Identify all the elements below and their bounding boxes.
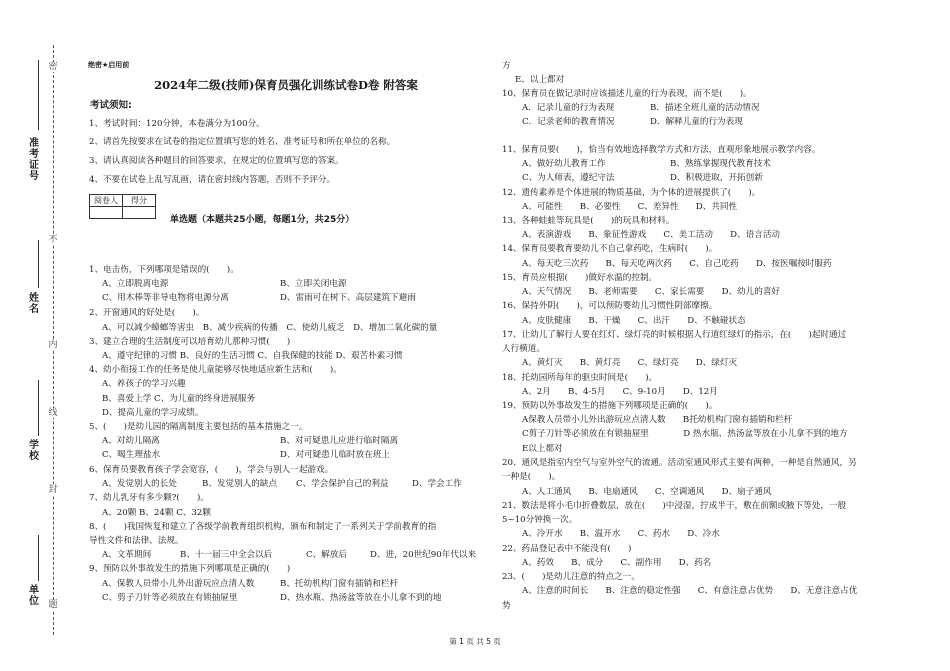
option-text: C．记录老师的教育情况 bbox=[522, 117, 615, 127]
score-table-grader-cell[interactable] bbox=[90, 207, 123, 219]
option-text: B、十一届三中全会以后 bbox=[180, 550, 273, 560]
option-text: A、对幼儿隔离 bbox=[102, 436, 160, 446]
option-text: B．描述全班儿童的活动情况 bbox=[650, 103, 760, 113]
seal-char-nei: 内 bbox=[48, 340, 58, 350]
unit-fill-line bbox=[38, 535, 39, 581]
option-text: D、积极进取，开拓创新 bbox=[670, 173, 763, 183]
question-text: 16、保持外阴( )，可以预防婴幼儿习惯性阴部摩擦。 bbox=[502, 301, 718, 311]
option-text: A、注意的时间长 B、注意的稳定性强 C、有意注意占优势 D、无意注意占优 bbox=[522, 586, 858, 596]
option-text: A、黄灯灭 B、黄灯亮 C、绿灯亮 D、绿灯灭 bbox=[522, 358, 738, 368]
option-text: C、学会保护自己的利益 bbox=[296, 479, 389, 489]
notice-item: 4、不要在试卷上乱写乱画，请在密封线内答题，否则不予评分。 bbox=[89, 175, 336, 185]
score-table-score-header: 得分 bbox=[123, 195, 156, 207]
question-text: 人行横道。 bbox=[502, 344, 545, 354]
question-text: 18、托幼园所每年的驱虫时间是( )。 bbox=[502, 373, 658, 383]
question-text: 8、( )我国恢复和建立了各级学前教育组织机构，颁布和制定了一系列关于学前教育的指 bbox=[89, 522, 437, 532]
notice-item: 2、请首先按要求在试卷的指定位置填写您的姓名、准考证号和所在单位的名称。 bbox=[89, 137, 396, 147]
question-text: 21、数法是将小毛巾折叠数层，放在( )中浸湿，拧成半干，敷在前额或腋下等处，一般 bbox=[502, 501, 847, 511]
option-text: A、文革期间 bbox=[102, 550, 152, 560]
option-text: C、解放后 bbox=[306, 550, 347, 560]
binding-margin bbox=[0, 0, 75, 671]
option-text: B、托幼机构门窗有插销和栏杆 bbox=[280, 579, 399, 589]
exam-title: 2024年二级(技师)保育员强化训练试卷D卷 附答案 bbox=[154, 78, 418, 92]
option-text: D、热水瓶、热汤盆等放在小儿拿不到的地 bbox=[280, 593, 442, 603]
question-text: 方 bbox=[502, 61, 511, 71]
question-text: 20、通风是指室内空气与室外空气的流通。活动室通风形式主要有两种，一种是自然通风，另 bbox=[502, 458, 857, 468]
notice-title: 考试须知: bbox=[90, 100, 132, 111]
score-table bbox=[89, 194, 156, 219]
score-table-score-cell[interactable] bbox=[123, 207, 156, 219]
question-text: 3、建立合理的生活制度可以培育幼儿那种习惯( ) bbox=[89, 337, 291, 347]
option-text: A、2月 B、4-5月 C、9-10月 D、12月 bbox=[522, 387, 718, 397]
option-text: A、20颗 B、24颗 C、32颗 bbox=[102, 508, 211, 518]
question-text: 23、( )是幼儿注意的特点之一。 bbox=[502, 572, 640, 582]
seal-char-ti: 题 bbox=[48, 600, 58, 610]
name-fill-line bbox=[38, 240, 39, 288]
option-text: 势 bbox=[502, 601, 511, 611]
question-text: 6、保育员要教育孩子学会宽容，( )，学会与别人一起游戏。 bbox=[89, 465, 334, 475]
binding-label-unit: 单位 bbox=[29, 585, 39, 607]
option-text: A、冷开水 B、温开水 C、药水 D、冷水 bbox=[522, 529, 720, 539]
question-text: 1、电击伤，下列哪项是错误的( )。 bbox=[89, 265, 239, 275]
question-text: 4、幼小衔接工作的任务是使儿童能够尽快地适应新生活和( )。 bbox=[89, 365, 342, 375]
question-text: 5~10分钟换一次。 bbox=[502, 515, 578, 525]
option-text: A、可能性 B、必要性 C、差异性 D、共同性 bbox=[522, 202, 738, 212]
option-text: A、遵守纪律的习惯 B、良好的生活习惯 C、自我保健的技能 D、艰苦朴素习惯 bbox=[102, 351, 403, 361]
question-text: 11、保育员要( )，恰当有效地选择教学方式和方法，直观形象地展示教学内容。 bbox=[502, 145, 821, 155]
option-text: B、喜爱上学 C、为儿童的终身进展服务 bbox=[102, 394, 256, 404]
seal-char-feng: 封 bbox=[48, 485, 58, 495]
question-text: 2、开窗通风的好处是( )。 bbox=[89, 308, 205, 318]
option-text: D、雷雨可在树下、高层建筑下避雨 bbox=[280, 293, 416, 303]
question-text: 19、预防以外事故发生的措施下列哪项是正确的( )。 bbox=[502, 401, 718, 411]
option-text: B、熟练掌握现代教育技术 bbox=[670, 159, 771, 169]
question-text: 13、各种蛙蛙等玩具是( )的玩具和材料。 bbox=[502, 216, 675, 226]
option-text: A、保教人员带小儿外出游玩应点清人数 bbox=[102, 579, 255, 589]
question-text: 9、预防以外事故发生的措施下列哪项是正确的( ) bbox=[89, 564, 291, 574]
question-text: 一种是( )。 bbox=[502, 472, 561, 482]
question-text: 14、保育员要教育要幼儿不自己拿药吃，生病时( )。 bbox=[502, 244, 718, 254]
question-text: 10、保育员在做记录时应该描述儿童的行为表现，而不是( )。 bbox=[502, 89, 752, 99]
score-table-grader-header: 阅卷人 bbox=[90, 195, 123, 207]
seal-char-xian: 线 bbox=[48, 408, 58, 418]
option-text: D．解释儿童的行为表现 bbox=[650, 117, 743, 127]
question-text: 22、药品登记表中不能没有( ) bbox=[502, 544, 632, 554]
option-text: C、为人师表，遵纪守法 bbox=[522, 173, 615, 183]
option-text: A．记录儿童的行为表现 bbox=[522, 103, 615, 113]
question-text: 17、让幼儿了解行人要在红灯、绿灯亮的时候根据人行道红绿灯的指示，在( )起时通过 bbox=[502, 330, 847, 340]
seal-char-mi: 密 bbox=[48, 62, 58, 72]
option-text: C、剪子刀针等必须放在有锁抽屉里 bbox=[102, 593, 238, 603]
option-text: D、进，20世纪90年代以来 bbox=[370, 550, 477, 560]
option-text: B、发觉别人的缺点 bbox=[202, 479, 278, 489]
option-text: C、用木棒等非导电物将电源分离 bbox=[102, 293, 229, 303]
exam-number-fill-line bbox=[38, 60, 39, 130]
binding-label-school: 学校 bbox=[29, 440, 39, 462]
notice-item: 1、考试时间：120分钟，本卷满分为100分。 bbox=[89, 119, 265, 129]
option-text: A、人工通风 B、电扇通风 C、空调通风 D、扇子通风 bbox=[522, 487, 772, 497]
option-text: E、以上都对 bbox=[515, 75, 565, 85]
option-text: A、药效 B、成分 C、副作用 D、药名 bbox=[522, 558, 712, 568]
option-text: A、养孩子的学习兴趣 bbox=[102, 379, 186, 389]
binding-label-name: 姓名 bbox=[29, 293, 39, 315]
question-text: 15、育员应根据( )做好水温的控制。 bbox=[502, 273, 658, 283]
question-text: 7、幼儿乳牙有多少颗?( )。 bbox=[89, 493, 209, 503]
option-text: D、对可疑患儿临时放在班上 bbox=[280, 450, 391, 460]
question-text: 导性文件和法律、法规。 bbox=[89, 536, 184, 546]
option-text: A、可以减少蟑螂等害虫 B、减少疾病的传播 C、使幼儿疲乏 D、增加二氧化碳的量 bbox=[102, 323, 438, 333]
notice-item: 3、请认真阅读各种题目的回答要求，在规定的位置填写您的答案。 bbox=[89, 156, 344, 166]
seal-char-bu: 不 bbox=[48, 235, 58, 245]
question-text: 12、遗传素养是个体进展的物质基础，为个体的进展提供了( )。 bbox=[502, 188, 761, 198]
secret-mark: 绝密★启用前 bbox=[88, 61, 130, 69]
option-text: C、喝生理盐水 bbox=[102, 450, 161, 460]
option-text: A、发觉别人的长处 bbox=[102, 479, 177, 489]
page-footer: 第 1 页 共 5 页 bbox=[449, 637, 501, 646]
school-fill-line bbox=[38, 380, 39, 436]
binding-label-exam-number: 准考证号 bbox=[29, 138, 39, 182]
option-text: E以上都对 bbox=[522, 444, 563, 454]
option-text: A保教人员带小儿外出游玩应点清人数 B托幼机构门窗有插销和栏杆 bbox=[522, 415, 793, 425]
option-text: A、做好幼儿教育工作 bbox=[522, 159, 606, 169]
option-text: B、立即关闭电源 bbox=[280, 279, 347, 289]
option-text: B、对可疑患儿应进行临时隔离 bbox=[280, 436, 399, 446]
section-title: 单选题（本题共25小题，每题1分，共25分） bbox=[170, 215, 355, 225]
option-text: A、皮肤健康 B、干燥 C、出汗 D、不触碰状态 bbox=[522, 316, 746, 326]
option-text: D、学会工作 bbox=[412, 479, 462, 489]
option-text: A、表演游戏 B、象征性游戏 C、美工活动 D、语言活动 bbox=[522, 230, 781, 240]
option-text: A、每天吃三次药 B、每天吃两次药 C、自己吃药 D、按医嘱按时服药 bbox=[522, 259, 832, 269]
option-text: A、天气情况 B、老师需要 C、家长需要 D、幼儿的喜好 bbox=[522, 287, 781, 297]
option-text: C剪子刀针等必须放在有锁抽屉里 D 热水瓶、热汤盆等放在小儿拿不到的地方 bbox=[522, 429, 848, 439]
option-text: D、提高儿童的学习成绩。 bbox=[102, 408, 204, 418]
option-text: A、立即脱离电源 bbox=[102, 279, 169, 289]
question-text: 5、( )是幼儿园的隔离制度主要包括的基本措施之一。 bbox=[89, 422, 308, 432]
